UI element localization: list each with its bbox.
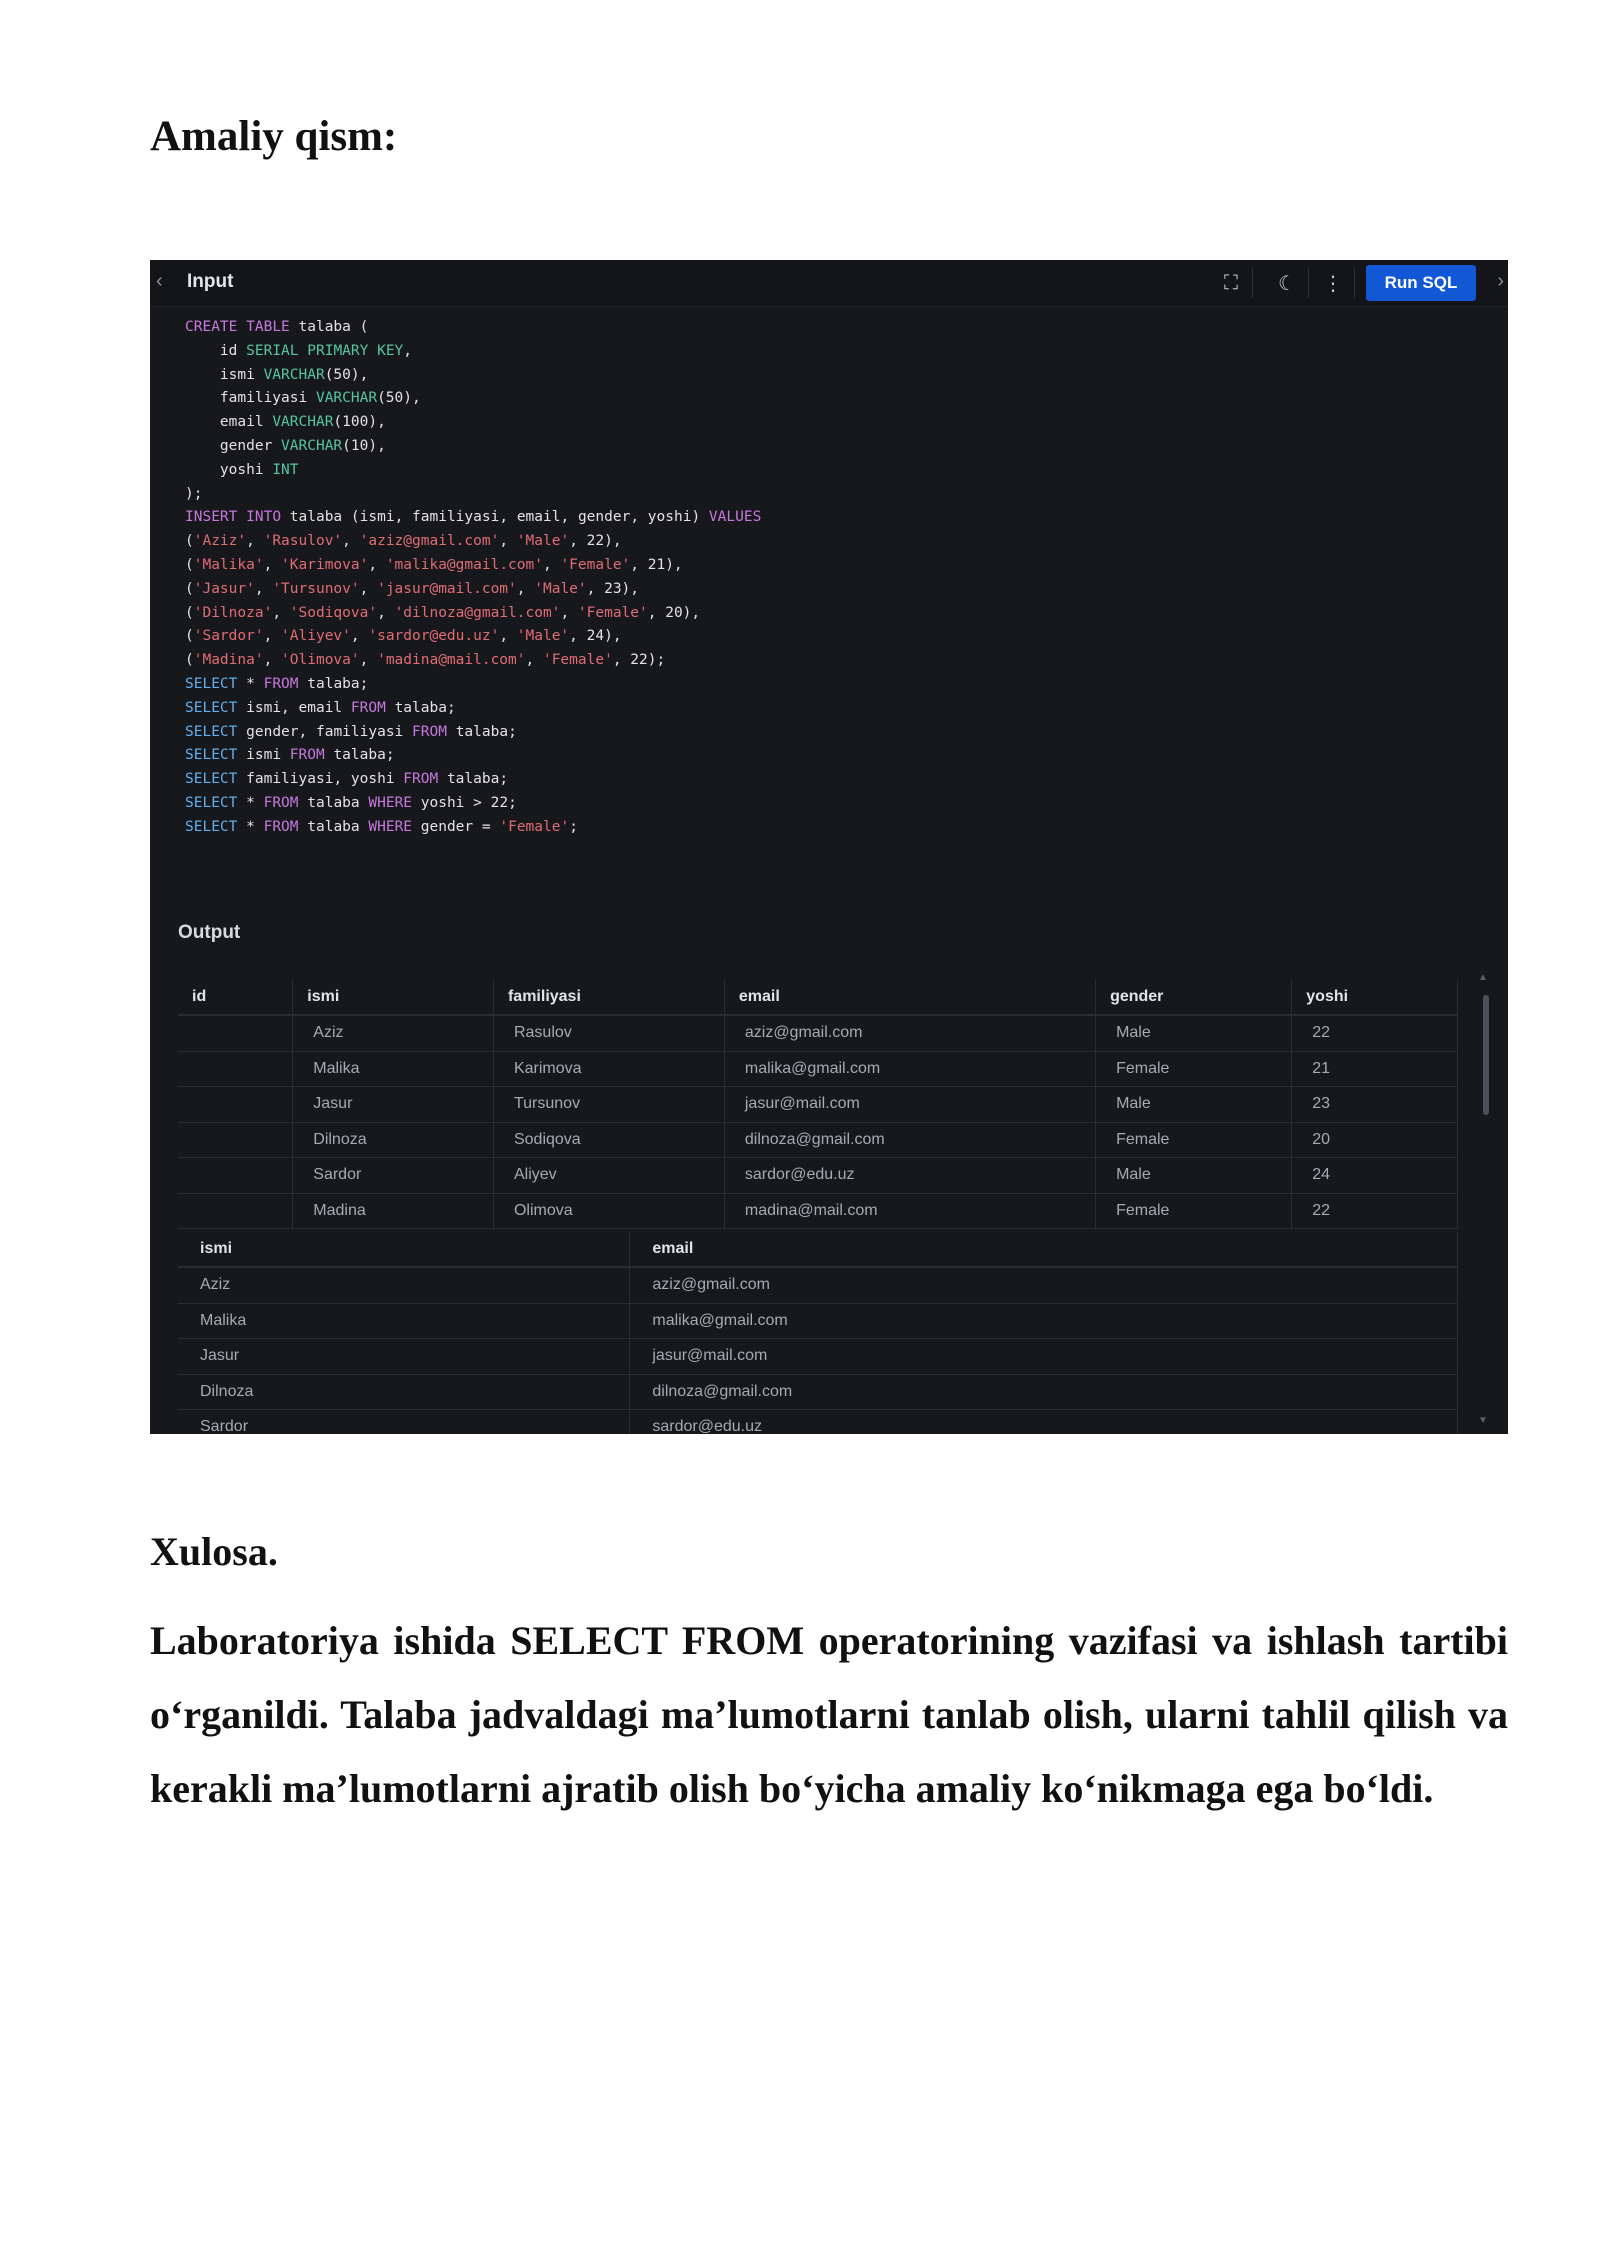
table-cell: dilnoza@gmail.com bbox=[630, 1374, 1458, 1410]
table-row bbox=[178, 1193, 1458, 1229]
table-cell: sardor@edu.uz bbox=[724, 1158, 1095, 1194]
table-row bbox=[178, 1122, 1458, 1158]
table-cell: malika@gmail.com bbox=[724, 1051, 1095, 1087]
chevron-right-icon[interactable]: › bbox=[1497, 270, 1504, 292]
toolbar-divider bbox=[1252, 268, 1253, 298]
table-cell: Aziz bbox=[178, 1267, 630, 1303]
result-table-ismi-email bbox=[178, 1232, 1458, 1434]
sql-editor-screenshot bbox=[150, 260, 1508, 1434]
scroll-down-icon[interactable]: ▼ bbox=[1478, 1415, 1488, 1426]
table-cell: Aliyev bbox=[493, 1158, 724, 1194]
code-line: ('Jasur', 'Tursunov', 'jasur@mail.com', 'Male', 23), bbox=[185, 580, 640, 597]
table-cell: Madina bbox=[293, 1193, 494, 1229]
code-line: email VARCHAR(100), bbox=[219, 414, 386, 431]
code-line: ('Sardor', 'Aliyev', 'sardor@edu.uz', 'Male', 24), bbox=[185, 628, 622, 645]
table-cell: malika@gmail.com bbox=[630, 1303, 1458, 1339]
table-cell: Male bbox=[1096, 1015, 1292, 1051]
table-cell: jasur@mail.com bbox=[724, 1087, 1095, 1123]
code-line: gender VARCHAR(10), bbox=[219, 437, 386, 454]
table-cell: Olimova bbox=[493, 1193, 724, 1229]
table-cell: aziz@gmail.com bbox=[630, 1267, 1458, 1303]
code-line: SELECT * FROM talaba WHERE gender = 'Female'; bbox=[185, 818, 578, 835]
table-cell: Female bbox=[1096, 1122, 1292, 1158]
code-line: ('Malika', 'Karimova', 'malika@gmail.com', 'Female', 21), bbox=[185, 556, 683, 573]
more-vertical-icon[interactable]: ⋮ bbox=[1323, 272, 1343, 295]
table-cell bbox=[178, 1051, 293, 1087]
code-line: ('Dilnoza', 'Sodiqova', 'dilnoza@gmail.com', 'Female', 20), bbox=[185, 604, 701, 621]
table-row bbox=[178, 1158, 1458, 1194]
table-cell bbox=[178, 1087, 293, 1123]
conclusion-title: Xulosa. bbox=[150, 1529, 278, 1574]
code-line: familiyasi VARCHAR(50), bbox=[219, 390, 421, 407]
table-cell bbox=[178, 1158, 293, 1194]
table-cell: 22 bbox=[1292, 1015, 1458, 1051]
table-cell bbox=[178, 1193, 293, 1229]
column-header[interactable]: familiyasi bbox=[493, 980, 724, 1015]
table-row bbox=[178, 1410, 1458, 1435]
table-cell: dilnoza@gmail.com bbox=[724, 1122, 1095, 1158]
code-line: SELECT * FROM talaba WHERE yoshi > 22; bbox=[185, 794, 517, 811]
table-cell: 23 bbox=[1292, 1087, 1458, 1123]
table-cell: 21 bbox=[1292, 1051, 1458, 1087]
table-cell: Female bbox=[1096, 1193, 1292, 1229]
table-cell bbox=[178, 1015, 293, 1051]
table-cell: 24 bbox=[1292, 1158, 1458, 1194]
editor-toolbar bbox=[150, 260, 1508, 307]
moon-icon[interactable]: ☾ bbox=[1278, 272, 1296, 295]
code-line: ); bbox=[185, 485, 203, 502]
code-line: SELECT * FROM talaba; bbox=[185, 675, 369, 692]
fullscreen-icon[interactable]: ⛶ bbox=[1224, 271, 1238, 294]
table-cell: 20 bbox=[1292, 1122, 1458, 1158]
table-cell: Sodiqova bbox=[493, 1122, 724, 1158]
output-label: Output bbox=[178, 922, 241, 943]
table-cell: Rasulov bbox=[493, 1015, 724, 1051]
table-row bbox=[178, 1303, 1458, 1339]
table-cell: Malika bbox=[293, 1051, 494, 1087]
table-cell: Malika bbox=[178, 1303, 630, 1339]
scroll-up-icon[interactable]: ▲ bbox=[1478, 972, 1488, 983]
table-cell: Jasur bbox=[293, 1087, 494, 1123]
code-line: SELECT ismi FROM talaba; bbox=[185, 747, 395, 764]
table-row bbox=[178, 1015, 1458, 1051]
table-row bbox=[178, 1087, 1458, 1123]
column-header[interactable]: ismi bbox=[293, 980, 494, 1015]
section-heading: Amaliy qism: bbox=[150, 113, 398, 160]
table-cell: Aziz bbox=[293, 1015, 494, 1051]
toolbar-divider bbox=[1354, 268, 1355, 298]
code-line: SELECT familiyasi, yoshi FROM talaba; bbox=[185, 771, 509, 788]
code-line: INSERT INTO talaba (ismi, familiyasi, email, gender, yoshi) VALUES bbox=[185, 509, 762, 526]
code-line: yoshi INT bbox=[219, 461, 299, 478]
column-header[interactable]: id bbox=[178, 980, 293, 1015]
result-table-all bbox=[178, 980, 1458, 1229]
table-row bbox=[178, 1267, 1458, 1303]
table-cell: Karimova bbox=[493, 1051, 724, 1087]
table-cell: aziz@gmail.com bbox=[724, 1015, 1095, 1051]
table-cell: Dilnoza bbox=[178, 1374, 630, 1410]
column-header[interactable]: gender bbox=[1096, 980, 1292, 1015]
sql-code-editor[interactable] bbox=[185, 316, 761, 840]
table-cell: Sardor bbox=[293, 1158, 494, 1194]
table-row bbox=[178, 1051, 1458, 1087]
code-line: ('Aziz', 'Rasulov', 'aziz@gmail.com', 'Male', 22), bbox=[185, 533, 622, 550]
table-cell: sardor@edu.uz bbox=[630, 1410, 1458, 1435]
table-cell: Tursunov bbox=[493, 1087, 724, 1123]
code-line: ismi VARCHAR(50), bbox=[219, 366, 369, 383]
output-scrollbar[interactable] bbox=[1483, 995, 1489, 1115]
tab-input[interactable]: Input bbox=[187, 271, 234, 292]
column-header[interactable]: email bbox=[630, 1232, 1458, 1267]
table-cell: jasur@mail.com bbox=[630, 1339, 1458, 1375]
table-cell: 22 bbox=[1292, 1193, 1458, 1229]
code-line: SELECT gender, familiyasi FROM talaba; bbox=[185, 723, 517, 740]
table-cell bbox=[178, 1122, 293, 1158]
table-cell: Dilnoza bbox=[293, 1122, 494, 1158]
table-row bbox=[178, 1339, 1458, 1375]
table-row bbox=[178, 1374, 1458, 1410]
column-header[interactable]: yoshi bbox=[1292, 980, 1458, 1015]
table-cell: Female bbox=[1096, 1051, 1292, 1087]
run-sql-button[interactable]: Run SQL bbox=[1366, 265, 1476, 301]
table-cell: madina@mail.com bbox=[724, 1193, 1095, 1229]
conclusion-text: Laboratoriya ishida SELECT FROM operatorining vazifasi va ishlash tartibi o‘rganildi. Talaba jadvaldagi ma’lumotlarni tanlab olish, ularni tahlil qilish va kerakli ma’lumotlarni ajratib olish bo‘yicha amaliy ko‘nikmaga ega bo‘ldi. bbox=[150, 1618, 1508, 1811]
table-cell: Jasur bbox=[178, 1339, 630, 1375]
code-line: SELECT ismi, email FROM talaba; bbox=[185, 699, 456, 716]
code-line: id SERIAL PRIMARY KEY, bbox=[219, 342, 413, 359]
table-cell: Sardor bbox=[178, 1410, 630, 1435]
toolbar-divider bbox=[1308, 268, 1309, 298]
code-line: ('Madina', 'Olimova', 'madina@mail.com', 'Female', 22); bbox=[185, 652, 666, 669]
column-header[interactable]: email bbox=[724, 980, 1095, 1015]
chevron-left-icon[interactable]: ‹ bbox=[156, 270, 163, 292]
table-cell: Male bbox=[1096, 1158, 1292, 1194]
code-line: CREATE TABLE talaba ( bbox=[185, 319, 369, 335]
column-header[interactable]: ismi bbox=[178, 1232, 630, 1267]
table-cell: Male bbox=[1096, 1087, 1292, 1123]
